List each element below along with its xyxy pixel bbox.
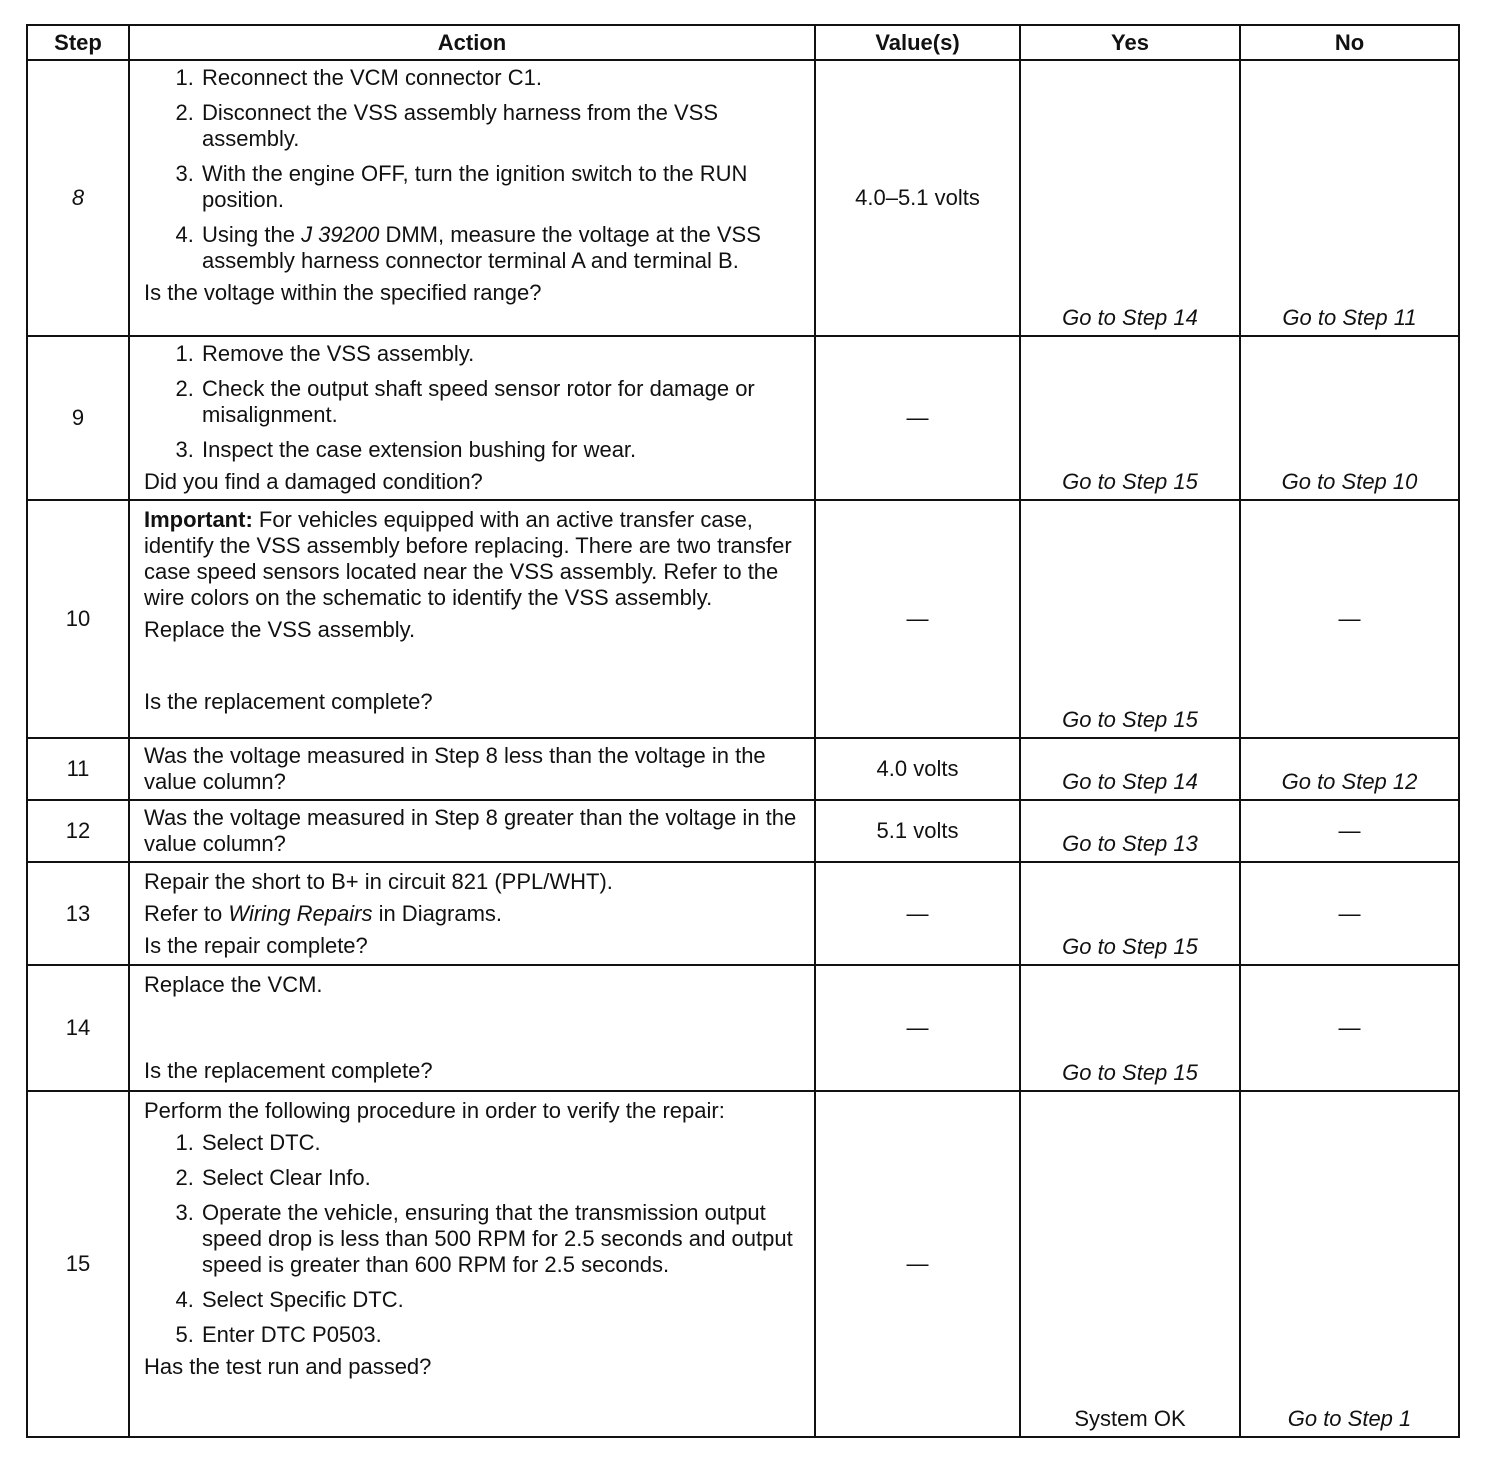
- action-cell: [129, 60, 815, 336]
- yes-link[interactable]: Go to Step 15: [1062, 707, 1198, 732]
- reference-title: Wiring Repairs: [228, 901, 373, 926]
- important-note: [144, 507, 802, 611]
- action-cell: [129, 738, 815, 800]
- list-item: 2. Check the output shaft speed sensor rotor for damage or misalignment.: [200, 376, 802, 428]
- list-item: 1. Select DTC.: [200, 1130, 802, 1156]
- value-cell: —: [815, 336, 1020, 500]
- no-value: —: [1338, 1015, 1361, 1040]
- header-value: Value(s): [815, 25, 1020, 60]
- tool-name: J 39200: [301, 222, 380, 247]
- action-cell: [129, 800, 815, 862]
- list-item: 1. Remove the VSS assembly.: [200, 341, 802, 367]
- yes-cell: [1020, 965, 1240, 1091]
- list-item: 3. Operate the vehicle, ensuring that the transmission output speed drop is less than 500 RPM for 2.5 seconds and output speed is greater than 600 RPM for 2.5 seconds.: [200, 1200, 802, 1278]
- action-list: [144, 65, 802, 274]
- yes-link[interactable]: Go to Step 15: [1062, 1060, 1198, 1085]
- yes-cell: [1020, 500, 1240, 738]
- yes-cell: [1020, 738, 1240, 800]
- value-cell: 4.0–5.1 volts: [815, 60, 1020, 336]
- step-number: 13: [27, 862, 129, 965]
- no-cell: [1240, 965, 1459, 1091]
- list-item: 1. Reconnect the VCM connector C1.: [200, 65, 802, 91]
- spacer: [144, 1004, 802, 1052]
- action-list: [144, 1130, 802, 1348]
- intro: Perform the following procedure in order to verify the repair:: [144, 1098, 725, 1123]
- yes-cell: [1020, 60, 1240, 336]
- list-item: 5. Enter DTC P0503.: [200, 1322, 802, 1348]
- step-number: 11: [27, 738, 129, 800]
- table-row: [27, 1091, 1459, 1437]
- table-row: [27, 862, 1459, 965]
- text: Refer to: [144, 901, 229, 926]
- question: Did you find a damaged condition?: [144, 469, 483, 494]
- step-number: 9: [27, 336, 129, 500]
- text: Using the: [202, 222, 302, 247]
- no-value: —: [1338, 606, 1361, 631]
- question: Is the repair complete?: [144, 933, 368, 958]
- no-cell: [1240, 800, 1459, 862]
- value-cell: —: [815, 500, 1020, 738]
- yes-cell: [1020, 862, 1240, 965]
- step-number: 15: [27, 1091, 129, 1437]
- action-cell: [129, 965, 815, 1091]
- value-cell: —: [815, 965, 1020, 1091]
- table-row: [27, 800, 1459, 862]
- value-cell: 4.0 volts: [815, 738, 1020, 800]
- no-cell: [1240, 60, 1459, 336]
- step-number: 12: [27, 800, 129, 862]
- step-number: 8: [27, 60, 129, 336]
- question: Has the test run and passed?: [144, 1354, 432, 1379]
- table-row: [27, 60, 1459, 336]
- no-cell: [1240, 738, 1459, 800]
- list-item: 2. Select Clear Info.: [200, 1165, 802, 1191]
- instruction: Repair the short to B+ in circuit 821 (PPL/WHT).: [144, 869, 613, 894]
- no-link[interactable]: Go to Step 1: [1287, 1406, 1412, 1431]
- reference: [144, 901, 802, 927]
- list-item: 4. Select Specific DTC.: [200, 1287, 802, 1313]
- header-action: Action: [129, 25, 815, 60]
- table-row: [27, 738, 1459, 800]
- action-cell: [129, 1091, 815, 1437]
- action-cell: [129, 862, 815, 965]
- question: Was the voltage measured in Step 8 greater than the voltage in the value column?: [144, 805, 797, 856]
- step-number: 10: [27, 500, 129, 738]
- list-item: 3. With the engine OFF, turn the ignition switch to the RUN position.: [200, 161, 802, 213]
- no-cell: [1240, 1091, 1459, 1437]
- no-cell: [1240, 336, 1459, 500]
- yes-link[interactable]: Go to Step 13: [1062, 831, 1198, 856]
- yes-cell: [1020, 1091, 1240, 1437]
- yes-link[interactable]: Go to Step 15: [1062, 469, 1198, 494]
- value-cell: —: [815, 862, 1020, 965]
- important-text: For vehicles equipped with an active transfer case, identify the VSS assembly before replacing. There are two transfer case speed sensors located near the VSS assembly. Refer to the wire colors on the schematic to identify the VSS assembly.: [144, 507, 792, 610]
- question: Was the voltage measured in Step 8 less than the voltage in the value column?: [144, 743, 766, 794]
- important-label: Important:: [144, 507, 253, 532]
- no-cell: [1240, 862, 1459, 965]
- header-no: No: [1240, 25, 1459, 60]
- text: in Diagrams.: [372, 901, 503, 926]
- yes-link[interactable]: Go to Step 15: [1062, 934, 1198, 959]
- yes-cell: [1020, 336, 1240, 500]
- action-cell: [129, 336, 815, 500]
- no-cell: [1240, 500, 1459, 738]
- list-item: [200, 222, 802, 274]
- action-list: [144, 341, 802, 463]
- no-value: —: [1338, 900, 1361, 926]
- table-row: [27, 500, 1459, 738]
- yes-cell: [1020, 800, 1240, 862]
- value-cell: 5.1 volts: [815, 800, 1020, 862]
- table-row: [27, 965, 1459, 1091]
- yes-link[interactable]: Go to Step 14: [1062, 305, 1198, 330]
- step-number: 14: [27, 965, 129, 1091]
- list-item: 3. Inspect the case extension bushing for wear.: [200, 437, 802, 463]
- value-cell: —: [815, 1091, 1020, 1437]
- action-cell: [129, 500, 815, 738]
- no-link[interactable]: Go to Step 10: [1281, 469, 1418, 494]
- diagnostic-table: [26, 24, 1460, 1438]
- header-row: [27, 25, 1459, 60]
- header-yes: Yes: [1020, 25, 1240, 60]
- instruction: Replace the VSS assembly.: [144, 617, 416, 642]
- header-step: Step: [27, 25, 129, 60]
- no-link[interactable]: Go to Step 11: [1282, 305, 1417, 330]
- spacer: [144, 649, 802, 683]
- no-value: —: [1338, 818, 1361, 843]
- instruction: Replace the VCM.: [144, 972, 323, 997]
- list-item: 2. Disconnect the VSS assembly harness from the VSS assembly.: [200, 100, 802, 152]
- question: Is the replacement complete?: [144, 1058, 433, 1083]
- question: Is the replacement complete?: [144, 689, 433, 714]
- text: DMM, measure the voltage at the VSS assembly harness connector terminal A and terminal B.: [202, 222, 761, 273]
- question: Is the voltage within the specified range?: [144, 280, 542, 305]
- yes-link[interactable]: Go to Step 14: [1062, 769, 1198, 794]
- table-row: [27, 336, 1459, 500]
- no-link[interactable]: Go to Step 12: [1281, 769, 1418, 794]
- yes-result: System OK: [1074, 1406, 1186, 1431]
